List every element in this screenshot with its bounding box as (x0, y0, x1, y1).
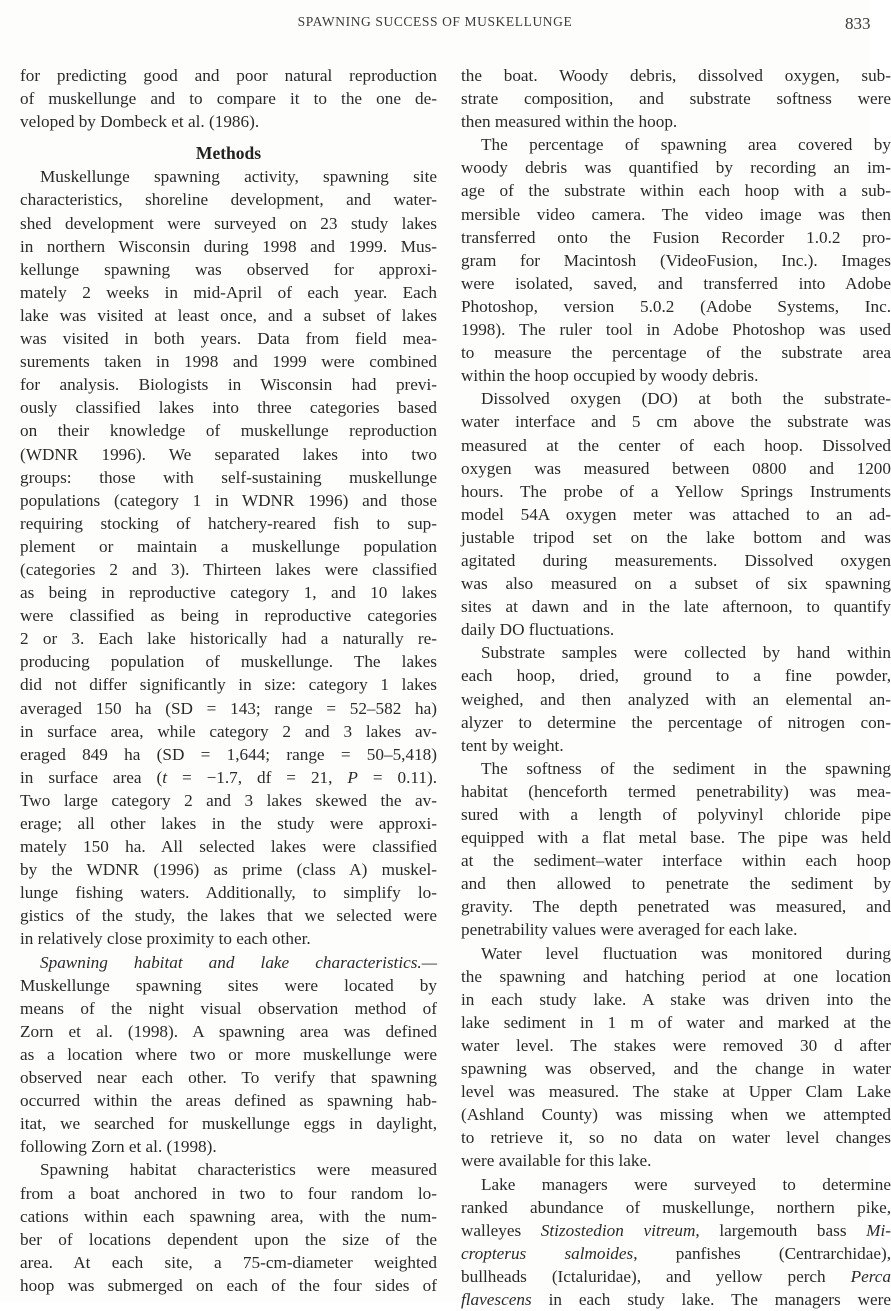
text-line: each hoop, dried, ground to a fine powder, (461, 664, 891, 687)
text-line: agitated during measurements. Dissolved oxygen (461, 549, 891, 572)
text-line: Dissolved oxygen (DO) at both the substrate- (461, 387, 891, 410)
species-name: Mi- (866, 1221, 891, 1240)
text-line: eraged 849 ha (SD = 1,644; range = 50–5,418) (20, 743, 437, 766)
text-line: measured at the center of each hoop. Dissolved (461, 434, 891, 457)
text-line: as a location where two or more muskellunge were (20, 1043, 437, 1066)
text-line: lunge fishing waters. Additionally, to simplify lo- (20, 881, 437, 904)
right-paragraph-woody-debris (461, 133, 891, 387)
text-line: were available for this lake. (461, 1149, 891, 1172)
page-number: 833 (845, 14, 871, 34)
text-line: Spawning habitat characteristics were measured (20, 1158, 437, 1181)
text-line: were classified as being in reproductive categories (20, 604, 437, 627)
text-line: from a boat anchored in two to four random lo- (20, 1182, 437, 1205)
text-line: Two large category 2 and 3 lakes skewed the av- (20, 789, 437, 812)
text-line: gravity. The depth penetrated was measured, and (461, 895, 891, 918)
text-line: were isolated, saved, and transferred into Adobe (461, 272, 891, 295)
text-line: The softness of the sediment in the spawning (461, 757, 891, 780)
species-name: Stizostedion vitreum (541, 1221, 696, 1240)
text-line: Water level fluctuation was monitored during (461, 942, 891, 965)
text-line: age of the substrate within each hoop with a sub- (461, 179, 891, 202)
text-span: bullheads (Ictaluridae), and yellow perch (461, 1267, 851, 1286)
text-line: Lake managers were surveyed to determine (461, 1173, 891, 1196)
text-line: plement or maintain a muskellunge population (20, 535, 437, 558)
text-line: justable tripod set on the lake bottom and was (461, 526, 891, 549)
text-line: in relatively close proximity to each other. (20, 927, 437, 950)
species-name: flavescens (461, 1290, 532, 1309)
text-line: ranked abundance of muskellunge, northern pike, (461, 1196, 891, 1219)
text-line: was visited in both years. Data from field mea- (20, 327, 437, 350)
text-line: transferred onto the Fusion Recorder 1.0.2 pro- (461, 226, 891, 249)
text-line: as being in reproductive category 1, and 10 lakes (20, 581, 437, 604)
text-span: walleyes (461, 1221, 541, 1240)
text-line: tent by weight. (461, 734, 891, 757)
text-line: mately 150 ha. All selected lakes were classified (20, 835, 437, 858)
text-line: (categories 2 and 3). Thirteen lakes were classified (20, 558, 437, 581)
text-line: woody debris was quantified by recording an im- (461, 156, 891, 179)
text-line: The percentage of spawning area covered by (461, 133, 891, 156)
text-line: water level. The stakes were removed 30 d after (461, 1034, 891, 1057)
text-line: strate composition, and substrate softness were (461, 87, 891, 110)
subsection-title: Spawning habitat and lake characteristics.— (40, 953, 437, 972)
text-line: sites at dawn and in the late afternoon, to quantify (461, 595, 891, 618)
text-line (461, 1219, 891, 1242)
text-line: mersible video camera. The video image was then (461, 203, 891, 226)
text-line (461, 1265, 891, 1288)
text-line: in surface area (t = −1.7, df = 21, P = 0.11). (20, 766, 437, 789)
text-line: daily DO fluctuations. (461, 618, 891, 641)
species-name: Perca (851, 1267, 891, 1286)
right-paragraph-dissolved-oxygen (461, 387, 891, 641)
text-line (461, 1242, 891, 1265)
text-line: water interface and 5 cm above the substrate was (461, 410, 891, 433)
text-line: mately 2 weeks in mid-April of each year. Each (20, 281, 437, 304)
text-line: in northern Wisconsin during 1998 and 1999. Mus- (20, 235, 437, 258)
text-line: alyzer to determine the percentage of nitrogen con- (461, 711, 891, 734)
text-line: of muskellunge and to compare it to the one de- (20, 87, 437, 110)
right-paragraph-water-level (461, 942, 891, 1173)
text-line: Photoshop, version 5.0.2 (Adobe Systems, Inc. (461, 295, 891, 318)
right-column (461, 64, 891, 1311)
text-line: cations within each spawning area, with the num- (20, 1205, 437, 1228)
text-line: penetrability values were averaged for each lake. (461, 918, 891, 941)
text-span: in each study lake. The managers were (532, 1290, 891, 1309)
text-line: erage; all other lakes in the study were approxi- (20, 812, 437, 835)
text-line: observed near each other. To verify that spawning (20, 1066, 437, 1089)
intro-paragraph (20, 64, 437, 133)
text-line: characteristics, shoreline development, and water- (20, 188, 437, 211)
text-line: averaged 150 ha (SD = 143; range = 52–582 ha) (20, 697, 437, 720)
text-line: area. At each site, a 75-cm-diameter weighted (20, 1251, 437, 1274)
subsection-heading (20, 951, 437, 974)
text-line: lake sediment in 1 m of water and marked at the (461, 1011, 891, 1034)
text-line: following Zorn et al. (1998). (20, 1135, 437, 1158)
text-line: gistics of the study, the lakes that we selected were (20, 904, 437, 927)
text-line: and then allowed to penetrate the sediment by (461, 872, 891, 895)
text-line: 1998). The ruler tool in Adobe Photoshop was used (461, 318, 891, 341)
text-line: hours. The probe of a Yellow Springs Instruments (461, 480, 891, 503)
text-span: , largemouth bass (695, 1221, 866, 1240)
right-paragraph-1 (461, 64, 891, 133)
right-paragraph-lake-managers (461, 1173, 891, 1311)
left-column (20, 64, 437, 1297)
text-line: within the hoop occupied by woody debris. (461, 364, 891, 387)
running-head: SPAWNING SUCCESS OF MUSKELLUNGE (0, 14, 870, 30)
right-paragraph-penetrability (461, 757, 891, 942)
text-line: 2 or 3. Each lake historically had a naturally re- (20, 627, 437, 650)
text-line: populations (category 1 in WDNR 1996) and those (20, 489, 437, 512)
text-line: sured with a length of polyvinyl chloride pipe (461, 803, 891, 826)
text-line: habitat (henceforth termed penetrability) was mea- (461, 780, 891, 803)
text-line: Substrate samples were collected by hand within (461, 641, 891, 664)
methods-paragraph-3 (20, 1158, 437, 1297)
text-line: the boat. Woody debris, dissolved oxygen, sub- (461, 64, 891, 87)
text-line: was also measured on a subset of six spawning (461, 572, 891, 595)
text-line: weighed, and then analyzed with an elemental an- (461, 688, 891, 711)
text-line: itat, we searched for muskellunge eggs in daylight, (20, 1112, 437, 1135)
text-line: then measured within the hoop. (461, 110, 891, 133)
text-span: , panfishes (Centrarchidae), (633, 1244, 891, 1263)
text-line: groups: those with self-sustaining muskellunge (20, 466, 437, 489)
text-line: on their knowledge of muskellunge reproduction (20, 419, 437, 442)
text-line: means of the night visual observation method of (20, 997, 437, 1020)
text-line: Zorn et al. (1998). A spawning area was defined (20, 1020, 437, 1043)
text-line: for analysis. Biologists in Wisconsin had previ- (20, 373, 437, 396)
methods-paragraph-1 (20, 165, 437, 950)
text-line: for predicting good and poor natural reproduction (20, 64, 437, 87)
text-line: model 54A oxygen meter was attached to an ad- (461, 503, 891, 526)
text-line: ously classified lakes into three categories based (20, 396, 437, 419)
text-line: occurred within the areas defined as spawning hab- (20, 1089, 437, 1112)
text-line: equipped with a flat metal base. The pipe was held (461, 826, 891, 849)
text-line: kellunge spawning was observed for approxi- (20, 258, 437, 281)
text-line: requiring stocking of hatchery-reared fish to sup- (20, 512, 437, 535)
text-line: Muskellunge spawning sites were located by (20, 974, 437, 997)
text-line: to measure the percentage of the substrate area (461, 341, 891, 364)
text-line: oxygen was measured between 0800 and 1200 (461, 457, 891, 480)
right-paragraph-substrate (461, 641, 891, 756)
text-line: ber of locations dependent upon the size of the (20, 1228, 437, 1251)
text-line: shed development were surveyed on 23 study lakes (20, 212, 437, 235)
text-line: hoop was submerged on each of the four sides of (20, 1274, 437, 1297)
text-line: (WDNR 1996). We separated lakes into two (20, 443, 437, 466)
text-line: in each study lake. A stake was driven into the (461, 988, 891, 1011)
text-line: spawning was observed, and the change in water (461, 1057, 891, 1080)
text-line: veloped by Dombeck et al. (1986). (20, 110, 437, 133)
section-heading-methods: Methods (20, 142, 437, 165)
text-line: level was measured. The stake at Upper Clam Lake (461, 1080, 891, 1103)
species-name: cropterus salmoides (461, 1244, 633, 1263)
text-line: lake was visited at least once, and a subset of lakes (20, 304, 437, 327)
text-line: (Ashland County) was missing when we attempted (461, 1103, 891, 1126)
text-line: by the WDNR (1996) as prime (class A) muskel- (20, 858, 437, 881)
text-line: at the sediment–water interface within each hoop (461, 849, 891, 872)
text-line (461, 1288, 891, 1311)
text-line: to retrieve it, so no data on water level changes (461, 1126, 891, 1149)
text-line: producing population of muskellunge. The lakes (20, 650, 437, 673)
text-line: gram for Macintosh (VideoFusion, Inc.). Images (461, 249, 891, 272)
text-line: surements taken in 1998 and 1999 were combined (20, 350, 437, 373)
text-line: did not differ significantly in size: category 1 lakes (20, 673, 437, 696)
text-line: Muskellunge spawning activity, spawning site (20, 165, 437, 188)
text-line: the spawning and hatching period at one location (461, 965, 891, 988)
methods-paragraph-2 (20, 974, 437, 1159)
text-line: in surface area, while category 2 and 3 lakes av- (20, 720, 437, 743)
